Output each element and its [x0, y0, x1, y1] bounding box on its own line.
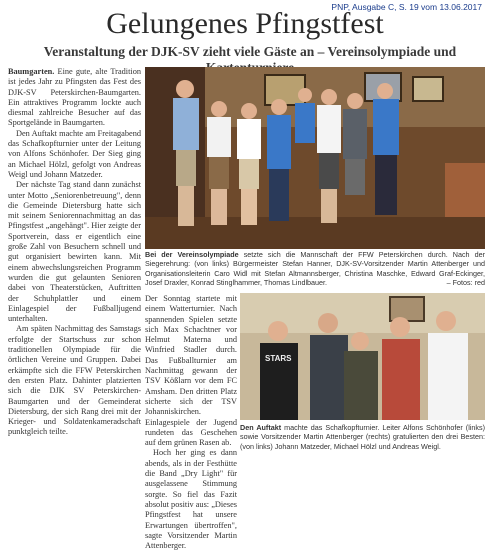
shirt-stars-label: STARS [265, 354, 292, 363]
photo-schafkopf-winners [240, 293, 485, 420]
article-column-1 [8, 67, 141, 469]
source-line: PNP, Ausgabe C, S. 19 vom 13.06.2017 [331, 2, 482, 12]
paragraph-3: Der nächste Tag stand dann zunächst unter Motto „Seniorenbetreuung", denn die Gemeinde Dietersburg hatte sich mit seinem Seniorennachmittag an das Pfingstfest „angehängt". Hier zeigte der Sportverein, dass er eigentlich eine große Zahl von Besuchern schnell und gut organisiert bewirten kann. Mit einem abwechslungsreichen Programm wurden die gut gelaunten Senioren dabei von Theaterstücken, Auftritten der Schuhplattler und einem Einlagespiel der Fußballjugend unterhalten. [8, 180, 141, 324]
article-column-2 [145, 294, 237, 551]
dateline: Baumgarten. [8, 67, 55, 76]
photo-credit: – Fotos: red [446, 278, 485, 288]
caption-schafkopf-text: machte das Schafkopfturnier. Leiter Alfons Schönhofer (links) sowie Vorsitzender Martin Attenberger (rechts) gratulierten den drei Besten: (von links) Johann Matzeder, Michael Hölzl und Andreas Weigl. [240, 423, 485, 451]
headline: Gelungenes Pfingstfest [106, 7, 384, 40]
subheadline: Veranstaltung der DJK-SV zieht viele Gäste an – Vereinsolympiade und [43, 44, 457, 59]
paragraph-1: Eine gute, alte Tradition ist jedes Jahr zu Pfingsten das Fest des DJK-SV Peterskirchen-Baumgarten. Ein attraktives Programm lockte auch diesmal zahlreiche Besucher auf das Sportgelände in Baumgarten. [8, 67, 141, 128]
photo-schafkopf-image [240, 293, 485, 420]
paragraph-5: Der Sonntag startete mit einem Watterturnier. Nach spannenden Spielen setzte sich Max Schachtner vor Helmut Materna und Winfried Stadler durch. Das Fußballturnier am Nachmittag gewann der TSV Kößlarn vor dem FC Amsham. Den dritten Platz sicherte sich der TSV Johanniskirchen. Einlagespiele der Jugend rundeten das Geschehen auf dem grünen Rasen ab. [145, 294, 237, 448]
photo-olympiade-image [145, 67, 485, 249]
caption-olympiade [145, 250, 485, 292]
paragraph-4: Am späten Nachmittag des Samstags erfolgte der Startschuss zur schon traditionellen Olympiade für die örtlichen Vereine und Gruppen. Dabei erkämpfte sich die FFW Peterskirchen den ersten Platz. Dahinter platzierten sich die DJK SV Peterskirchen-Baumgarten und der Gemeinderat Dietersburg, der sich Rang drei mit der Krieger- und Soldatenkameradschaft punktgleich teilte. [8, 324, 141, 437]
photo-olympiade-group [145, 67, 485, 249]
caption-schafkopf [240, 423, 485, 471]
paragraph-6: Hoch her ging es dann abends, als in der Festhütte die Band „Dry Light" für ausgelassene Stimmung sorgte. So fiel das Fazit absolut positiv aus: „Dieses Pfingstfest hat unsere Erwartungen übertroffen", sagte Vorsitzender Martin Attenberger. [145, 448, 237, 551]
caption-olympiade-lead: Bei der Vereinsolympiade [145, 250, 239, 259]
caption-olympiade-text: setzte sich die Mannschaft der FFW Peterskirchen durch. Nach der Siegerehrung: (von links) Bürgermeister Stefan Hanner, DJK-SV-Vorsitzender Martin Attenberger und Organisationsleiterin Caro Widl mit Stefan Altmannsberger, Christina Maschke, Edward Graf-Eckinger, Josef Draxler, Konrad Stinglhammer, Thomas Lindlbauer. [145, 250, 485, 288]
caption-schafkopf-lead: Den Auftakt [240, 423, 282, 432]
paragraph-2: Den Auftakt machte am Freitagabend das Schafkopfturnier unter der Leitung von Alfons Schönhofer. Der Sieg ging an Michael Hölzl, gefolgt von Andreas Weigl und Johann Matzeder. [8, 128, 141, 179]
